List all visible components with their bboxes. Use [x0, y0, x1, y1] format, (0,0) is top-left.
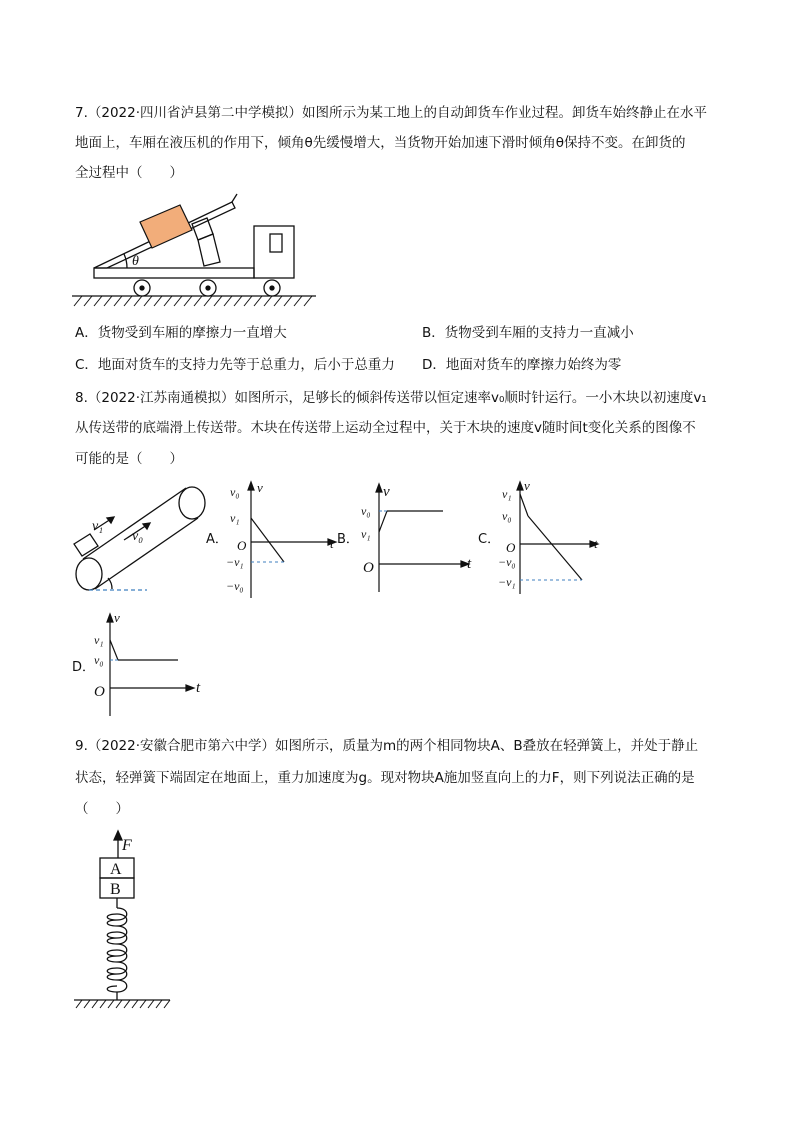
q8-option-c-label[interactable]: C．	[478, 532, 501, 547]
graph-b-v-axis: v	[383, 484, 390, 500]
graph-a-v1-tick: v₁	[230, 511, 240, 525]
graph-c-origin: O	[506, 540, 516, 555]
graph-d[interactable]	[90, 608, 220, 718]
graph-b-v0-tick: v₀	[361, 504, 371, 518]
graph-b-t-axis: t	[467, 556, 472, 572]
graph-c-v0-tick: v₀	[502, 509, 512, 523]
q7-option-c[interactable]: C．地面对货车的支持力先等于总重力，后小于总重力	[75, 357, 395, 373]
graph-c-t-axis: t	[594, 536, 598, 551]
q7-text-line-3: 全过程中（ ）	[75, 165, 183, 181]
q7-option-d[interactable]: D．地面对货车的摩擦力始终为零	[422, 357, 622, 373]
graph-b[interactable]	[355, 478, 485, 598]
q8-text-line-2: 从传送带的底端滑上传送带。木块在传送带上运动全过程中，关于木块的速度v随时间t变化关系的图像不	[75, 420, 696, 436]
graph-c-v1-tick: v₁	[502, 487, 512, 501]
graph-d-origin: O	[94, 684, 105, 700]
q7-text-line-2: 地面上，车厢在液压机的作用下，倾角θ先缓慢增大，当货物开始加速下滑时倾角θ保持不变。在卸货的	[75, 135, 686, 151]
q8-option-d-label[interactable]: D．	[72, 660, 96, 675]
graph-c-neg-v1-tick: −v₁	[498, 575, 516, 589]
graph-a-neg-v0-tick: −v₀	[226, 579, 244, 593]
graph-d-v1-tick: v₁	[94, 633, 104, 647]
theta-label: θ	[132, 254, 139, 269]
graph-b-v1-tick: v₁	[361, 527, 371, 541]
q8-text-line-1: 8.（2022·江苏南通模拟）如图所示，足够长的倾斜传送带以恒定速率v₀顺时针运行。一小木块以初速度v₁	[75, 390, 707, 406]
q7-option-b[interactable]: B．货物受到车厢的支持力一直减小	[422, 325, 634, 341]
q7-text-line-1: 7.（2022·四川省泸县第二中学模拟）如图所示为某工地上的自动卸货车作业过程。卸货车始终静止在水平	[75, 105, 708, 121]
belt-v1-label: v₁	[92, 519, 104, 534]
q8-text-line-3: 可能的是（ ）	[75, 451, 183, 467]
conveyor-belt-figure	[72, 482, 212, 602]
graph-d-v-axis: v	[114, 610, 120, 625]
q9-text-line-2: 状态，轻弹簧下端固定在地面上，重力加速度为g。现对物块A施加竖直向上的力F，则下列说法正确的是	[75, 770, 695, 786]
graph-d-t-axis: t	[196, 680, 201, 696]
graph-a-neg-v1-tick: −v₁	[226, 555, 244, 569]
q9-text-line-3: （ ）	[75, 801, 129, 817]
graph-a[interactable]	[226, 478, 346, 598]
graph-a-origin: O	[237, 538, 247, 553]
q9-text-line-1: 9.（2022·安徽合肥市第六中学）如图所示，质量为m的两个相同物块A、B叠放在轻弹簧上，并处于静止	[75, 738, 699, 754]
graph-b-origin: O	[363, 560, 374, 576]
q7-option-a[interactable]: A．货物受到车厢的摩擦力一直增大	[75, 325, 287, 341]
graph-a-v0-tick: v₀	[230, 485, 240, 499]
force-f-label: F	[122, 837, 132, 854]
graph-c-v-axis: v	[524, 478, 530, 493]
graph-a-v-axis: v	[257, 480, 263, 495]
graph-c-neg-v0-tick: −v₀	[498, 555, 516, 569]
q8-option-a-label[interactable]: A．	[206, 532, 228, 547]
graph-c[interactable]	[498, 478, 618, 598]
graph-a-t-axis: t	[330, 536, 334, 551]
dump-truck-figure	[72, 192, 322, 312]
block-b-label: B	[110, 881, 121, 898]
spring-blocks-figure	[72, 828, 182, 1018]
graph-d-v0-tick: v₀	[94, 653, 104, 667]
q8-option-b-label[interactable]: B．	[337, 532, 359, 547]
block-a-label: A	[110, 861, 122, 878]
belt-v0-label: v₀	[132, 529, 144, 544]
